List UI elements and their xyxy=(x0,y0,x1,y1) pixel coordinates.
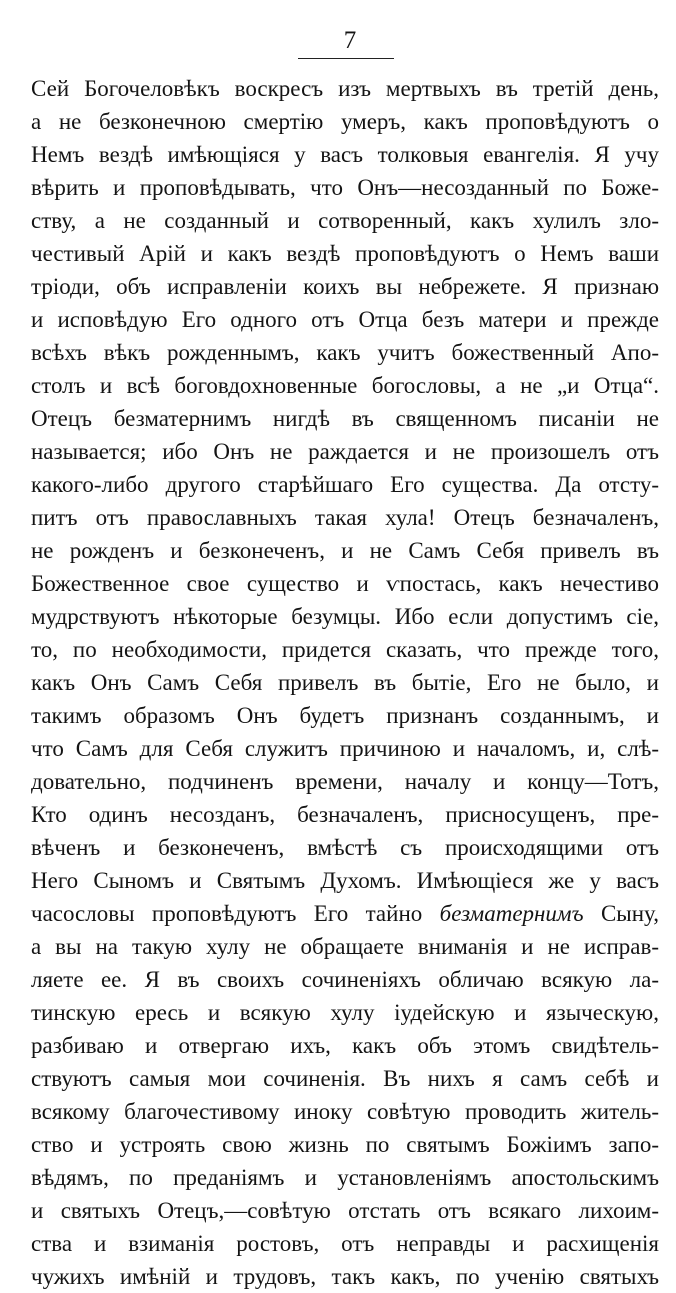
text-line: какого-либо другого старѣйшаго Его существа. Да отсту- xyxy=(31,472,659,497)
text-line: что Самъ для Себя служитъ причиною и началомъ, и, слѣ- xyxy=(31,736,659,761)
text-line: Сей Богочеловѣкъ воскресъ изъ мертвыхъ въ третій день, xyxy=(31,76,659,101)
text-line: ствуютъ самыя мои сочиненія. Въ нихъ я самъ себѣ и xyxy=(31,1066,659,1091)
text-line: ства и взиманія ростовъ, отъ неправды и расхищенія xyxy=(31,1231,659,1256)
text-line: всѣхъ вѣкъ рожденнымъ, какъ учитъ божественный Апо- xyxy=(31,340,659,365)
text-line: ство и устроять свою жизнь по святымъ Божіимъ запо- xyxy=(31,1132,659,1157)
text-line: честивый Арій и какъ вездѣ проповѣдуютъ о Немъ ваши xyxy=(31,241,659,266)
text-line: вѣдямъ, по преданіямъ и установленіямъ апостольскимъ xyxy=(31,1165,659,1190)
body-text xyxy=(31,72,659,1293)
text-line: такимъ образомъ Онъ будетъ признанъ созданнымъ, и xyxy=(31,703,659,728)
text-line: и святыхъ Отецъ,—совѣтую отстать отъ всякаго лихоим- xyxy=(31,1198,659,1223)
text-line: а не безконечною смертію умеръ, какъ проповѣдуютъ о xyxy=(31,109,659,134)
text-line: довательно, подчиненъ времени, началу и концу—Тотъ, xyxy=(31,769,659,794)
text-line: питъ отъ православныхъ такая хула! Отецъ безначаленъ, xyxy=(31,505,659,530)
text-line: разбиваю и отвергаю ихъ, какъ объ этомъ свидѣтель- xyxy=(31,1033,659,1058)
text-line: Него Сыномъ и Святымъ Духомъ. Имѣющіеся же у васъ xyxy=(31,868,659,893)
text-line: не рожденъ и безконеченъ, и не Самъ Себя привелъ въ xyxy=(31,538,659,563)
text-line: всякому благочестивому иноку совѣтую проводить житель- xyxy=(31,1099,659,1124)
text-line: ству, а не созданный и сотворенный, какъ хулилъ зло- xyxy=(31,208,659,233)
header-rule xyxy=(298,58,394,59)
line-text-before: часословы проповѣдуютъ Его тайно xyxy=(31,901,423,926)
text-line: Немъ вездѣ имѣющіяся у васъ толковыя евангелія. Я учу xyxy=(31,142,659,167)
text-line: и исповѣдую Его одного отъ Отца безъ матери и прежде xyxy=(31,307,659,332)
page-number: 7 xyxy=(343,27,357,54)
text-line: Божественное свое существо и ѵпостась, какъ нечестиво xyxy=(31,571,659,596)
text-line: какъ Онъ Самъ Себя привелъ въ бытіе, Его не было, и xyxy=(31,670,659,695)
text-line: называется; ибо Онъ не раждается и не произошелъ отъ xyxy=(31,439,659,464)
text-line: тріоди, объ исправленіи коихъ вы небрежете. Я признаю xyxy=(31,274,659,299)
text-line: чужихъ имѣній и трудовъ, такъ какъ, по ученію святыхъ xyxy=(31,1264,659,1289)
text-line: столъ и всѣ боговдохновенные богословы, а не „и Отца“. xyxy=(31,373,659,398)
text-line: ляете ее. Я въ своихъ сочиненіяхъ обличаю всякую ла- xyxy=(31,967,659,992)
text-line: тинскую ересь и всякую хулу іудейскую и языческую, xyxy=(31,1000,659,1025)
text-line: вѣрить и проповѣдывать, что Онъ—несозданный по Боже- xyxy=(31,175,659,200)
text-line-with-italic xyxy=(31,897,659,930)
text-line: вѣченъ и безконеченъ, вмѣстѣ съ происходящими отъ xyxy=(31,835,659,860)
text-line: Отецъ безматернимъ нигдѣ въ священномъ писаніи не xyxy=(31,406,659,431)
line-text-after: Сыну, xyxy=(600,901,659,926)
text-line: то, по необходимости, придется сказать, что прежде того, xyxy=(31,637,659,662)
text-line: мудрствуютъ нѣкоторые безумцы. Ибо если допустимъ сіе, xyxy=(31,604,659,629)
text-line: Кто одинъ несозданъ, безначаленъ, присносущенъ, пре- xyxy=(31,802,659,827)
text-line: а вы на такую хулу не обращаете вниманія и не исправ- xyxy=(31,934,659,959)
italic-word: безматернимъ xyxy=(439,901,584,926)
